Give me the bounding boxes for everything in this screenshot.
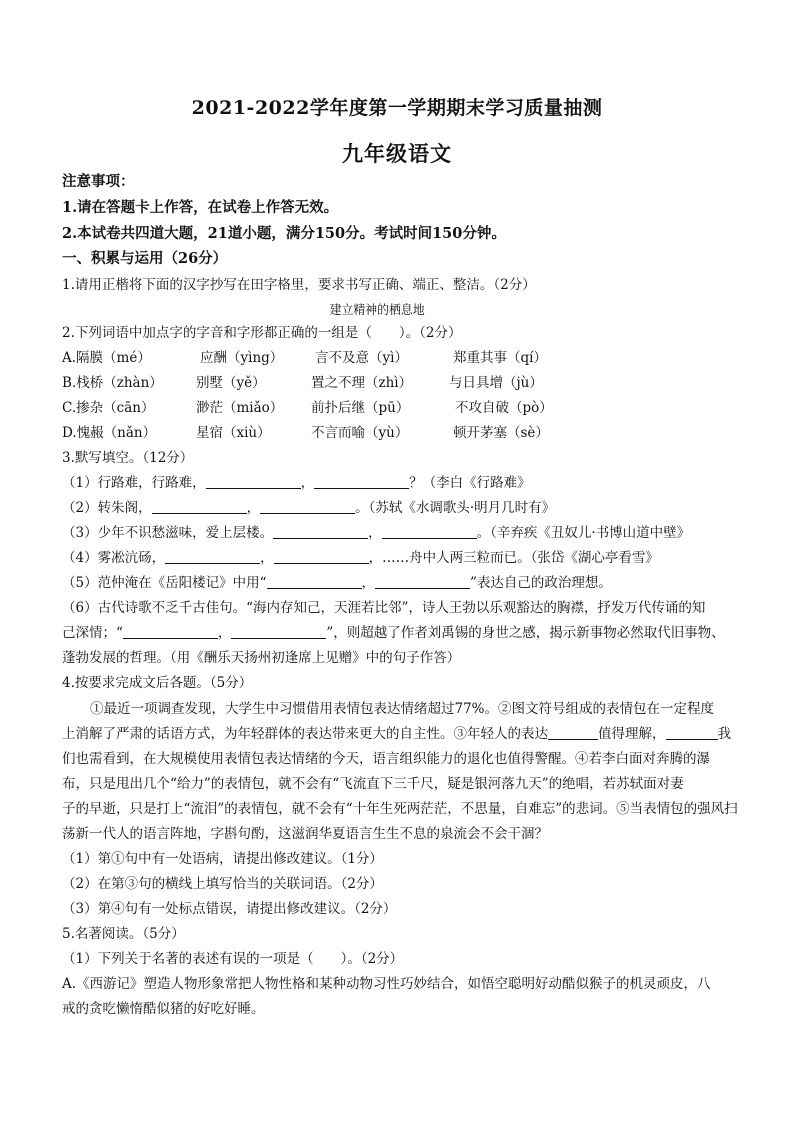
answer-blank — [152, 499, 247, 514]
exam-subtitle: 九年级语文 — [342, 141, 452, 166]
q2-option-b-4: 与日具增（jù） — [449, 375, 543, 391]
q3-line-2: （2）转朱阁， ， 。（苏轼《水调歌头·明月几时有》 — [62, 500, 556, 516]
answer-blank — [548, 725, 598, 740]
q2-option-a-4: 郑重其事（qí） — [453, 350, 547, 366]
q2-option-b-1: B.栈桥（zhàn） — [62, 375, 163, 391]
q4-passage-line-1: ①最近一项调查发现，大学生中习惯借用表情包表达情绪超过77%。②图文符号组成的表情包在一定程度 — [90, 701, 715, 717]
q2-option-c-1: C.掺杂（cān） — [62, 400, 155, 416]
q2-option-a-2: 应酬（yìng） — [200, 350, 284, 366]
q4-passage-line-3: 们也需看到，在大规模使用表情包表达情绪的今天，语言组织能力的退化也值得警醒。④若李白面对奔腾的瀑 — [62, 751, 710, 767]
q3-line-3: （3）少年不识愁滋味，爱上层楼。 ， 。（辛弃疾《丑奴儿·书博山道中壁》 — [62, 525, 691, 541]
q2-option-b-3: 置之不理（zhì） — [311, 375, 413, 391]
notice-heading: 注意事项： — [62, 173, 135, 190]
exam-title: 2021-2022学年度第一学期期末学习质量抽测 — [191, 97, 603, 119]
q4-text: 4.按要求完成文后各题。（5分） — [62, 675, 253, 691]
q2-option-a-1: A.隔膜（mé） — [62, 350, 151, 366]
answer-blank — [274, 549, 369, 564]
answer-blank — [206, 474, 301, 489]
q2-option-d-3: 不言而喻（yù） — [311, 425, 409, 441]
q2-option-c-4: 不攻自破（pò） — [455, 400, 553, 416]
answer-blank — [231, 624, 326, 639]
section-1-heading: 一、积累与运用（26分） — [62, 250, 228, 267]
q5-option-a-line-2: 戒的贪吃懒惰酷似猪的好吃好睡。 — [62, 1001, 265, 1017]
q2-option-b-2: 别墅（yě） — [196, 375, 266, 391]
notice-item-2: 2.本试卷共四道大题，21道小题，满分150分。考试时间150分钟。 — [62, 225, 506, 242]
answer-blank — [123, 624, 218, 639]
q3-line-1: （1）行路难，行路难， ， ？（李白《行路难》 — [62, 475, 531, 491]
answer-blank — [666, 725, 718, 740]
q4-passage-line-6: 荡新一代人的语言阵地，字斟句酌，这滋润华夏语言生生不息的泉流会不会干涸？ — [62, 826, 548, 842]
q2-option-c-3: 前扑后继（pū） — [311, 400, 410, 416]
answer-blank — [314, 474, 409, 489]
q4-subquestion-1: （1）第①句中有一处语病，请提出修改建议。（1分） — [62, 851, 383, 867]
q2-option-a-3: 言不及意（yì） — [315, 350, 408, 366]
q4-passage-line-5: 子的早逝，只是打上“流泪”的表情包，就不会有“十年生死两茫茫，不思量，自难忘”的悲词。⑤当表情包的强风扫 — [62, 801, 738, 817]
q4-passage-line-4: 布，只是甩出几个“给力”的表情包，就不会有“飞流直下三千尺，疑是银河落九天”的绝唱，若苏轼面对妻 — [62, 776, 684, 792]
q3-line-5: （5）范仲淹在《岳阳楼记》中用“ ， ”表达自己的政治理想。 — [62, 575, 612, 591]
q5-option-a-line-1: A.《西游记》塑造人物形象常把人物性格和某种动物习性巧妙结合，如悟空聪明好动酷似猴子的机灵顽皮，八 — [62, 976, 711, 992]
q3-line-6b: 己深情；“ ， ”，则超越了作者刘禹锡的身世之感，揭示新事物必然取代旧事物、 — [62, 625, 725, 641]
q4-passage-line-2: 上消解了严肃的话语方式，为年轻群体的表达带来更大的自主性。③年轻人的表达 值得理解， 我 — [62, 726, 731, 742]
notice-item-1: 1.请在答题卡上作答，在试卷上作答无效。 — [62, 199, 339, 216]
answer-blank — [267, 574, 362, 589]
q1-sample-text: 建立精神的栖息地 — [329, 302, 425, 317]
q1-text: 1.请用正楷将下面的汉字抄写在田字格里，要求书写正确、端正、整洁。（2分） — [62, 277, 536, 293]
q4-subquestion-2: （2）在第③句的横线上填写恰当的关联词语。（2分） — [62, 876, 383, 892]
q3-line-6a: （6）古代诗歌不乏千古佳句。“海内存知己，天涯若比邻”，诗人王勃以乐观豁达的胸襟，抒发万代传诵的知 — [62, 600, 706, 616]
q2-option-d-2: 星宿（xiù） — [196, 425, 271, 441]
q2-option-d-4: 顿开茅塞（sè） — [453, 425, 549, 441]
q3-line-4: （4）雾凇沆砀， ， ，……舟中人两三粒而已。（张岱《湖心亭看雪》 — [62, 550, 659, 566]
q2-text: 2.下列词语中加点字的字音和字形都正确的一组是（ ）。（2分） — [62, 325, 462, 341]
answer-blank — [382, 524, 477, 539]
q2-option-d-1: D.愧赧（nǎn） — [62, 425, 157, 441]
q2-option-c-2: 渺茫（miǎo） — [196, 400, 284, 416]
answer-blank — [260, 499, 355, 514]
answer-blank — [273, 524, 368, 539]
q5-subquestion-1: （1）下列关于名著的表述有误的一项是（ ）。（2分） — [62, 951, 404, 967]
answer-blank — [165, 549, 260, 564]
q4-subquestion-3: （3）第④句有一处标点错误，请提出修改建议。（2分） — [62, 901, 397, 917]
answer-blank — [375, 574, 470, 589]
q5-text: 5.名著阅读。（5分） — [62, 926, 185, 942]
q3-line-6c: 蓬勃发展的哲理。（用《酬乐天扬州初逢席上见赠》中的句子作答） — [62, 650, 461, 666]
q3-text: 3.默写填空。（12分） — [62, 450, 194, 466]
